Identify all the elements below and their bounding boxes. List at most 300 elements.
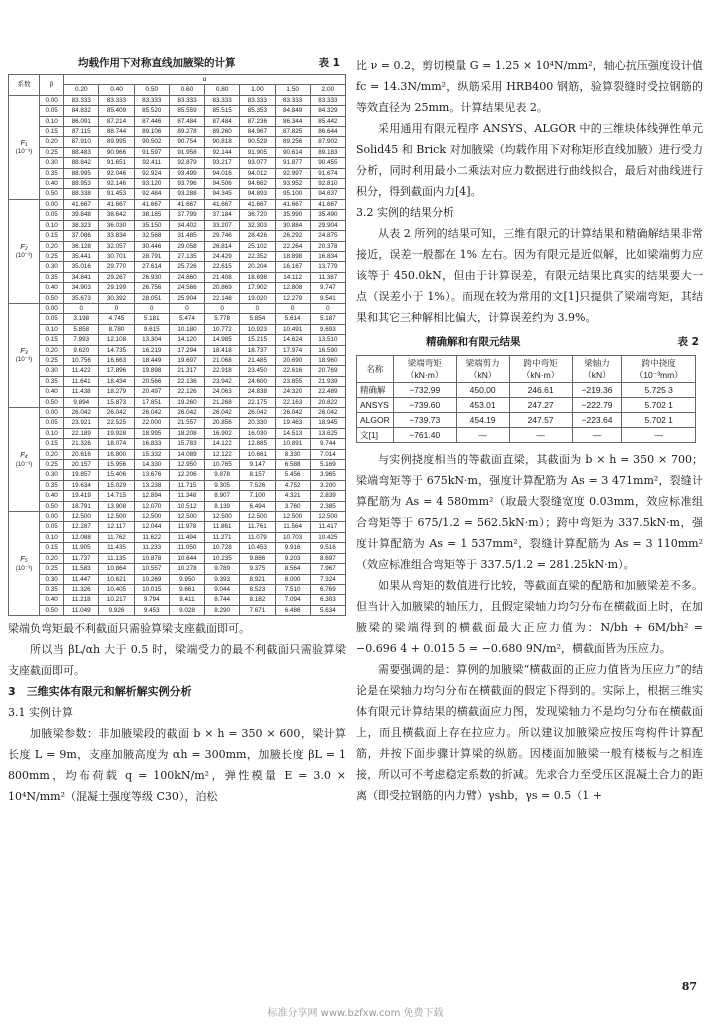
- table1-cell: 19.928: [99, 428, 134, 438]
- table1-row: [9, 335, 346, 345]
- table1-cell: 0.05: [40, 106, 64, 116]
- table2-col-header: 跨中弯矩（kN·m）: [509, 356, 572, 383]
- table1-cell: 17.896: [99, 366, 134, 376]
- table1-cell: 5.614: [275, 314, 310, 324]
- table1-cell: 24.875: [310, 231, 345, 241]
- table1-row: [9, 168, 346, 178]
- table1-cell: 29.770: [99, 262, 134, 272]
- table1-row: [9, 293, 346, 303]
- table1-cell: 32.568: [134, 231, 169, 241]
- table1-cell: 15.783: [169, 439, 204, 449]
- table1-cell: 12.088: [64, 532, 99, 542]
- table1-cell: 18.434: [99, 376, 134, 386]
- table1-cell: 5.634: [310, 605, 345, 615]
- table1-cell: 14.089: [169, 449, 204, 459]
- table1-cell: 11.715: [169, 480, 204, 490]
- table1-cell: 19.463: [275, 418, 310, 428]
- table1-cell: 89.260: [205, 127, 240, 137]
- table1-cell: 91.651: [99, 158, 134, 168]
- table1-row: [9, 314, 346, 324]
- table1-cell: 23.942: [205, 376, 240, 386]
- table1-cell: 85.559: [169, 106, 204, 116]
- table1-cell: 11.447: [64, 574, 99, 584]
- table1-cell: 11.861: [205, 522, 240, 532]
- table1-cell: 92.997: [275, 168, 310, 178]
- table1-row: [9, 512, 346, 522]
- table1-cell: 22.264: [275, 241, 310, 251]
- table1-cell: 16.590: [310, 345, 345, 355]
- table1-cell: 23.855: [275, 376, 310, 386]
- table1-cell: 28.051: [134, 293, 169, 303]
- table1-cell: 12.500: [205, 512, 240, 522]
- table2-cell: —: [572, 428, 622, 443]
- table1-cell: 91.877: [275, 158, 310, 168]
- table1-cell: 11.135: [99, 553, 134, 563]
- table1-cell: 91.453: [99, 189, 134, 199]
- table1-cell: 17.902: [240, 283, 275, 293]
- table1-cell: 41.667: [169, 199, 204, 209]
- table1-cell: 18.960: [310, 355, 345, 365]
- table1-cell: 8.907: [205, 491, 240, 501]
- table1-cell: 0.35: [40, 376, 64, 386]
- table1-cell: 3.760: [275, 501, 310, 511]
- right-column: [356, 55, 703, 806]
- table1-cell: 88.744: [99, 127, 134, 137]
- table1-cell: 9.894: [64, 397, 99, 407]
- table1-cell: 6.486: [275, 605, 310, 615]
- table2-col-header: 跨中挠度（10⁻³mm）: [622, 356, 696, 383]
- table1-cell: 15.029: [99, 480, 134, 490]
- table1: [8, 74, 346, 616]
- table1-cell: 90.455: [310, 158, 345, 168]
- table1-cell: 94.893: [240, 189, 275, 199]
- table1-cell: 24.063: [205, 387, 240, 397]
- table1-row: [9, 428, 346, 438]
- table1-cell: 13.304: [134, 335, 169, 345]
- table1-cell: 0.10: [40, 220, 64, 230]
- table1-title: 均载作用下对称直线加腋梁的计算: [78, 57, 236, 69]
- table1-cell: 24.600: [240, 376, 275, 386]
- table1-cell: 10.923: [240, 324, 275, 334]
- table1-cell: 87.825: [275, 127, 310, 137]
- table1-cell: 0.30: [40, 158, 64, 168]
- table1-cell: 12.885: [240, 439, 275, 449]
- table1-row: [9, 408, 346, 418]
- table1-cell: 9.661: [169, 584, 204, 594]
- table1-cell: 0.35: [40, 272, 64, 282]
- table1-cell: 0.35: [40, 584, 64, 594]
- table1-cell: 12.044: [134, 522, 169, 532]
- left-para-1: 梁端负弯矩最不利截面只需验算梁支座截面即可。: [8, 622, 250, 636]
- table1-cell: 6.769: [310, 584, 345, 594]
- table1-cell: 0.25: [40, 564, 64, 574]
- table1-cell: 0.40: [40, 283, 64, 293]
- table1-cell: 8.182: [240, 595, 275, 605]
- table1-cell: 11.905: [64, 543, 99, 553]
- table1-cell: 22.616: [275, 366, 310, 376]
- table1-cell: 14.735: [99, 345, 134, 355]
- table1-cell: 85.442: [310, 116, 345, 126]
- table1-cell: 10.878: [134, 553, 169, 563]
- table1-cell: 93.499: [169, 168, 204, 178]
- table1-cell: 24.860: [169, 272, 204, 282]
- table1-cell: 36.720: [240, 210, 275, 220]
- table1-cell: 29.904: [310, 220, 345, 230]
- table1-cell: 10.405: [99, 584, 134, 594]
- table1-cell: 11.438: [64, 387, 99, 397]
- table1-cell: 15.332: [134, 449, 169, 459]
- table1-cell: 11.326: [64, 584, 99, 594]
- table1-cell: 21.408: [205, 272, 240, 282]
- table1-cell: 0: [64, 303, 99, 313]
- table1-cell: 17.974: [275, 345, 310, 355]
- table1-cell: 10.491: [275, 324, 310, 334]
- table1-cell: 4.745: [99, 314, 134, 324]
- table1-cell: 3.200: [310, 480, 345, 490]
- table1-cell: 24.566: [169, 283, 204, 293]
- table1-row: [9, 449, 346, 459]
- table1-cell: 0.15: [40, 439, 64, 449]
- table1-cell: 86.644: [310, 127, 345, 137]
- table1-cell: 22.352: [240, 251, 275, 261]
- table1-cell: 0.35: [40, 480, 64, 490]
- table1-row: [9, 366, 346, 376]
- table1-cell: 7.993: [64, 335, 99, 345]
- table1-cell: 20.378: [310, 241, 345, 251]
- table1-cell: 0.25: [40, 147, 64, 157]
- table1-cell: 30.701: [99, 251, 134, 261]
- table1-cell: 12.950: [169, 460, 204, 470]
- table1-cell: 12.500: [134, 512, 169, 522]
- table1-cell: 93.288: [169, 189, 204, 199]
- table1-cell: 20.856: [205, 418, 240, 428]
- table1-group-name: F₁: [20, 137, 28, 147]
- table1-cell: 9.693: [310, 324, 345, 334]
- table1-cell: 22.136: [169, 376, 204, 386]
- table1-row: [9, 127, 346, 137]
- table1-cell: 84.967: [240, 127, 275, 137]
- table1-row: [9, 470, 346, 480]
- table1-row: [9, 241, 346, 251]
- table1-cell: 0.20: [40, 137, 64, 147]
- table1-cell: 12.500: [240, 512, 275, 522]
- table1-cell: 26.930: [134, 272, 169, 282]
- table1-cell: 12.500: [99, 512, 134, 522]
- table1-cell: 27.135: [169, 251, 204, 261]
- table1-cell: 18.418: [205, 345, 240, 355]
- table1-cell: 22.489: [310, 387, 345, 397]
- table1-cell: 19.857: [64, 470, 99, 480]
- table1-cell: 14.120: [169, 335, 204, 345]
- table1-cell: 35.150: [134, 220, 169, 230]
- table1-cell: 0.15: [40, 543, 64, 553]
- table2-cell: 247.57: [509, 413, 572, 428]
- table1-cell: 91.597: [134, 147, 169, 157]
- table1-cell: 91.674: [310, 168, 345, 178]
- table1-row: [9, 272, 346, 282]
- table1-group-name: F₃: [20, 346, 28, 356]
- table1-cell: 14.122: [205, 439, 240, 449]
- table1-cell: 0.15: [40, 127, 64, 137]
- table1-cell: 8.744: [205, 595, 240, 605]
- table1-cell: 94.016: [205, 168, 240, 178]
- table1-cell: 9.878: [205, 470, 240, 480]
- table1-cell: 29.267: [99, 272, 134, 282]
- table1-cell: 5.456: [275, 470, 310, 480]
- table1-cell: 19.260: [169, 397, 204, 407]
- table1-cell: 84.832: [64, 106, 99, 116]
- right-para-5: 如果从弯矩的数值进行比较，等截面直梁的配筋和加腋梁差不多。但当计入加腋梁的轴压力，且假定梁轴力均匀分布在横截面上时，在加腋梁的梁端得到的横截面最大正应力值为：N/bh + 6M/bh² = −0.696 4 + 0.015 5 = −0.680 9N/m²，横截面皆为压应力。: [356, 579, 703, 655]
- table1-cell: 11.494: [169, 532, 204, 542]
- table1-cell: 11.737: [64, 553, 99, 563]
- table2-cell: 450.00: [456, 383, 509, 398]
- table1-cell: 0.40: [40, 179, 64, 189]
- table1-row: [9, 324, 346, 334]
- table1-cell: 9.393: [205, 574, 240, 584]
- table2-cell: −761.40: [393, 428, 456, 443]
- table1-cell: 7.324: [310, 574, 345, 584]
- table1-cell: 0.35: [40, 168, 64, 178]
- table1-cell: 0.30: [40, 366, 64, 376]
- table1-cell: 88.953: [64, 179, 99, 189]
- table1-cell: 36.128: [64, 241, 99, 251]
- table1-cell: 10.425: [310, 532, 345, 542]
- table1-cell: 10.278: [169, 564, 204, 574]
- table1-group-unit: (10⁻³): [15, 148, 33, 156]
- table1-col-header: 0.20: [64, 85, 99, 95]
- table1-cell: 11.233: [134, 543, 169, 553]
- table1-cell: 26.042: [134, 408, 169, 418]
- table2-cell: −739.60: [393, 398, 456, 413]
- watermark-text: 标准分享网 www.bzfxw.com 免费下载: [267, 1008, 444, 1019]
- table1-cell: 26.042: [99, 408, 134, 418]
- table1-cell: 20.157: [64, 460, 99, 470]
- table1-cell: 0.50: [40, 293, 64, 303]
- table1-cell: 4.752: [275, 480, 310, 490]
- table1-cell: 11.348: [169, 491, 204, 501]
- table1-cell: 87.902: [310, 137, 345, 147]
- table1-cell: 23.450: [240, 366, 275, 376]
- table1-row: [9, 543, 346, 553]
- table1-row: [9, 147, 346, 157]
- table1-cell: 92.484: [134, 189, 169, 199]
- table1-cell: 27.614: [134, 262, 169, 272]
- table1-cell: 22.175: [240, 397, 275, 407]
- table1-cell: 13.238: [134, 480, 169, 490]
- table1-cell: 91.905: [240, 147, 275, 157]
- table1-cell: 8.157: [240, 470, 275, 480]
- table1-cell: 0.20: [40, 449, 64, 459]
- table1-cell: 17.851: [134, 397, 169, 407]
- table1-cell: 14.112: [275, 272, 310, 282]
- table1-cell: 22.000: [134, 418, 169, 428]
- table2-row: [357, 428, 696, 443]
- table2-cell: −222.79: [572, 398, 622, 413]
- table1-cell: 87.214: [99, 116, 134, 126]
- table2-caption: [356, 328, 703, 351]
- table1-cell: 85.409: [99, 106, 134, 116]
- table1-cell: 41.667: [240, 199, 275, 209]
- table1-cell: 22.126: [169, 387, 204, 397]
- table1-cell: 0.20: [40, 241, 64, 251]
- table1-cell: 25.726: [169, 262, 204, 272]
- table2-cell: 246.61: [509, 383, 572, 398]
- table1-cell: 2.839: [310, 491, 345, 501]
- table1-cell: 83.333: [240, 95, 275, 105]
- table1-cell: 34.841: [64, 272, 99, 282]
- table1-cell: 41.667: [310, 199, 345, 209]
- table1-cell: 37.184: [205, 210, 240, 220]
- table1-cell: 91.958: [169, 147, 204, 157]
- table1-cell: 10.557: [134, 564, 169, 574]
- table1-cell: 0.00: [40, 199, 64, 209]
- table1-cell: 24.320: [275, 387, 310, 397]
- table1-cell: 18.208: [169, 428, 204, 438]
- table1-cell: 92.411: [134, 158, 169, 168]
- table1-cell: 0.40: [40, 595, 64, 605]
- table1-cell: 84.849: [275, 106, 310, 116]
- table1-cell: 2.385: [310, 501, 345, 511]
- table1-cell: 5.169: [310, 460, 345, 470]
- table1-cell: 20.566: [134, 376, 169, 386]
- table1-cell: 92.144: [205, 147, 240, 157]
- table1-cell: 0.20: [40, 553, 64, 563]
- table1-row: [9, 137, 346, 147]
- table1-cell: 41.667: [99, 199, 134, 209]
- table1-cell: 10.453: [240, 543, 275, 553]
- table1-row: [9, 283, 346, 293]
- table1-cell: 10.864: [99, 564, 134, 574]
- table1-row: [9, 199, 346, 209]
- table1-cell: 20.822: [310, 397, 345, 407]
- table1-cell: 90.818: [205, 137, 240, 147]
- table1-cell: 15.406: [99, 470, 134, 480]
- table1-cell: 14.985: [205, 335, 240, 345]
- table1-group-unit: (10⁻³): [15, 252, 33, 260]
- table1-cell: 93.120: [134, 179, 169, 189]
- table2-cell: 247.27: [509, 398, 572, 413]
- table1-cell: 13.676: [134, 470, 169, 480]
- table1-cell: 0.05: [40, 314, 64, 324]
- table1-row: [9, 179, 346, 189]
- table1-row: [9, 532, 346, 542]
- table1-row: [9, 605, 346, 615]
- table1-cell: 15.873: [99, 397, 134, 407]
- table1-cell: 24.838: [240, 387, 275, 397]
- right-para-4: 与实例挠度相当的等截面直梁，其截面为 b × h = 350 × 700；梁端弯矩等于 675kN·m，强度计算配筋为 As = 3 471mm²，裂缝计算配筋为 As = 4 580mm²（取最大裂缝宽度 0.03mm，效应标准组合弯矩等于 675/1.2 = 562.5kN·m）；跨中弯矩为 337.5kN·m，强度计算配筋为 As = 1 537mm²，裂缝计算配筋为 As = 3 110mm²（效应标准组合弯矩等于 337.5/1.2 = 281.25kN·m）。: [356, 453, 703, 571]
- table1-cell: 9.305: [205, 480, 240, 490]
- table1-row: [9, 553, 346, 563]
- table2-cell: 453.01: [456, 398, 509, 413]
- table1-cell: 19.697: [169, 355, 204, 365]
- table1-cell: 18.737: [240, 345, 275, 355]
- table1-group-label: [9, 512, 40, 616]
- table1-cell: 20.869: [205, 283, 240, 293]
- table1-cell: 10.891: [275, 439, 310, 449]
- table1-cell: 16.834: [310, 251, 345, 261]
- table1-cell: 9.747: [310, 283, 345, 293]
- table1-cell: 7.671: [240, 605, 275, 615]
- table1-col-header: 0.50: [134, 85, 169, 95]
- table1-cell: 0.10: [40, 116, 64, 126]
- table1-cell: 87.236: [240, 116, 275, 126]
- table1-cell: 18.698: [240, 272, 275, 282]
- table1-cell: 35.990: [275, 210, 310, 220]
- table1-cell: 10.235: [205, 553, 240, 563]
- table1-cell: 0.05: [40, 522, 64, 532]
- table1-cell: 8.139: [205, 501, 240, 511]
- table1-cell: 0.00: [40, 512, 64, 522]
- table1-cell: 11.050: [169, 543, 204, 553]
- left-column: [8, 55, 346, 807]
- table1-row: [9, 355, 346, 365]
- table1-cell: 18.074: [99, 439, 134, 449]
- table1-cell: 21.268: [205, 397, 240, 407]
- table1-cell: 8.330: [275, 449, 310, 459]
- table1-cell: 94.662: [240, 179, 275, 189]
- table1-cell: 85.520: [134, 106, 169, 116]
- table1-cell: 26.042: [205, 408, 240, 418]
- table1-cell: 22.148: [205, 293, 240, 303]
- table2-cell: 5.702 1: [622, 398, 696, 413]
- table1-cell: 11.761: [240, 522, 275, 532]
- section-heading-3: 3 三维实体有限元和解析解实例分析: [8, 685, 192, 699]
- table1-cell: 41.667: [205, 199, 240, 209]
- table1-cell: 24.429: [205, 251, 240, 261]
- table1-cell: 94.012: [240, 168, 275, 178]
- table1-cell: 9.789: [205, 564, 240, 574]
- table1-cell: 20.330: [240, 418, 275, 428]
- table1-cell: 8.290: [205, 605, 240, 615]
- table1-cell: 26.814: [205, 241, 240, 251]
- table1-cell: 0.00: [40, 408, 64, 418]
- table1-row: [9, 345, 346, 355]
- table1-cell: 12.108: [99, 335, 134, 345]
- table1-group-label: [9, 408, 40, 512]
- table1-cell: 85.353: [240, 106, 275, 116]
- table1-cell: 35.016: [64, 262, 99, 272]
- table1-cell: 37.799: [169, 210, 204, 220]
- table1-cell: 16.219: [134, 345, 169, 355]
- table1-row: [9, 460, 346, 470]
- table1-cell: 9.744: [310, 439, 345, 449]
- table1-cell: 10.728: [205, 543, 240, 553]
- table1-cell: 0: [205, 303, 240, 313]
- table1-cell: 17.294: [169, 345, 204, 355]
- table1-cell: 12.206: [169, 470, 204, 480]
- table1-group-label: [9, 303, 40, 407]
- table1-cell: 0.30: [40, 574, 64, 584]
- table1-cell: 11.435: [99, 543, 134, 553]
- table1-cell: 10.644: [169, 553, 204, 563]
- table1-cell: 0.10: [40, 532, 64, 542]
- table1-cell: 22.918: [205, 366, 240, 376]
- table1-cell: 34.903: [64, 283, 99, 293]
- table1-cell: 11.387: [310, 272, 345, 282]
- table1-cell: 8.564: [275, 564, 310, 574]
- right-para-3: 从表 2 所列的结果可知，三维有限元的计算结果和精确解结果非常接近，误差一般都在 1% 左右。因为有限元是近似解，比如梁端剪力应该等于 450.0kN，但由于计算误差，有限元结果比真实的结果要大一点（误差小于 1%）。而现在较为常用的文[1]只提供了梁端弯矩，其结果和其它三种解相比偏大，计算误差约为 3.9%。: [356, 227, 703, 324]
- table1-cell: 0.40: [40, 387, 64, 397]
- table1-cell: 85.515: [205, 106, 240, 116]
- table1-cell: 16.030: [240, 428, 275, 438]
- table1-cell: 14.715: [99, 491, 134, 501]
- table1-group-name: F₅: [20, 554, 28, 564]
- table1-cell: 12.500: [310, 512, 345, 522]
- table2-col-header: 名称: [357, 356, 394, 383]
- table1-cell: 18.449: [134, 355, 169, 365]
- table1-cell: 92.924: [134, 168, 169, 178]
- table1-cell: 12.500: [169, 512, 204, 522]
